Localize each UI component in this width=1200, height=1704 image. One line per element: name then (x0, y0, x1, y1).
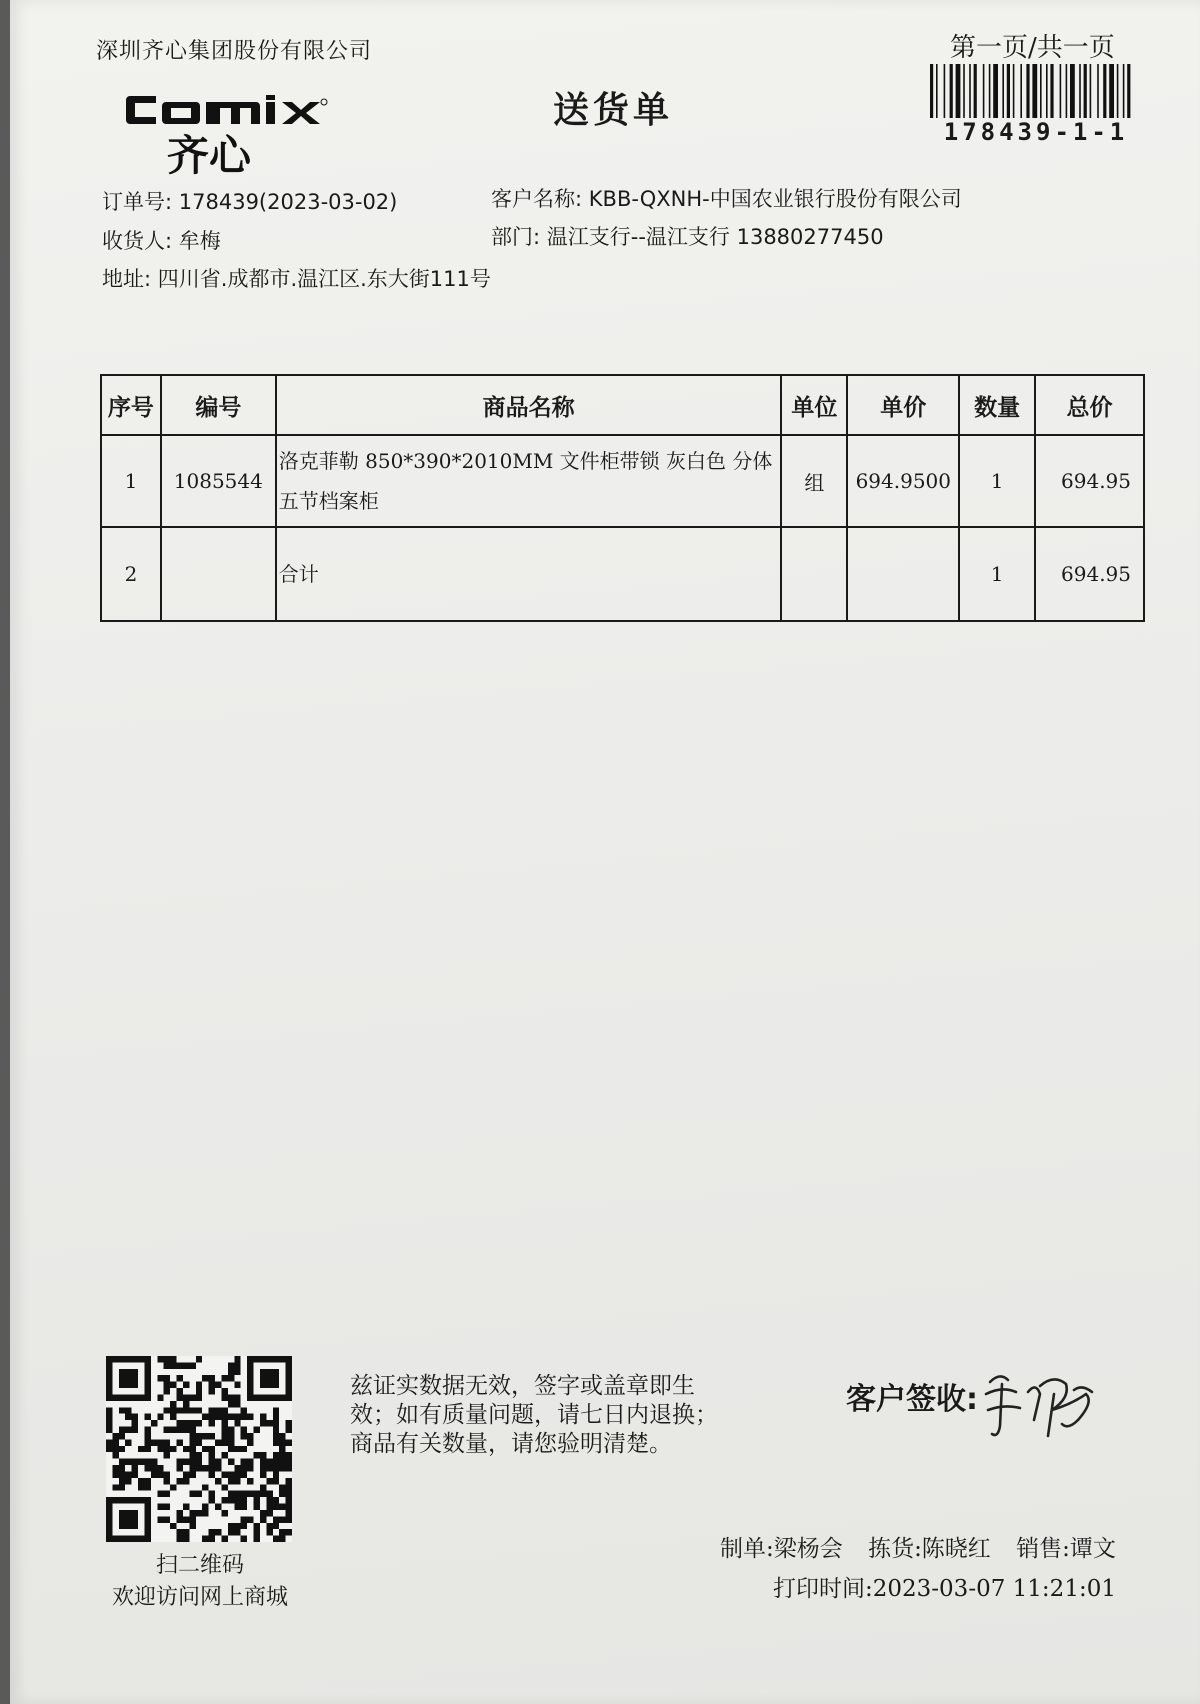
print-time: 打印时间:2023-03-07 11:21:01 (773, 1576, 1116, 1602)
cell-product-name: 合计 (276, 527, 782, 621)
barcode-image (930, 64, 1142, 118)
cell-code (161, 527, 276, 621)
receiver-label: 收货人: (102, 229, 173, 253)
notice-line: 商品有关数量，请您验明清楚。 (350, 1431, 672, 1457)
column-header-code: 编号 (161, 375, 276, 435)
comix-logo (126, 90, 356, 176)
column-header-name: 商品名称 (276, 375, 782, 435)
column-header-qty: 数量 (959, 375, 1035, 435)
picker-name: 拣货:陈晓红 (868, 1536, 991, 1562)
page-indicator: 第一页/共一页 (950, 33, 1115, 63)
order-value: 178439(2023-03-02) (178, 190, 398, 214)
customer-sign-label: 客户签收: (846, 1382, 978, 1417)
customer-value: KBB-QXNH-中国农业银行股份有限公司 (588, 187, 962, 211)
order-label: 订单号: (102, 190, 173, 214)
qr-code-placeholder[interactable] (106, 1356, 292, 1542)
company-name: 深圳齐心集团股份有限公司 (96, 39, 373, 64)
column-header-price: 单价 (847, 375, 959, 435)
table-row (101, 435, 1144, 527)
address-label: 地址: (102, 267, 152, 291)
qr-caption-scan: 扫二维码 (155, 1553, 244, 1578)
department (491, 221, 884, 251)
column-header-unit: 单位 (781, 375, 847, 435)
address-value: 四川省.成都市.温江区.东大街111号 (157, 267, 491, 291)
customer-label: 客户名称: (491, 187, 583, 211)
notice-line: 兹证实数据无效，签字或盖章即生 (350, 1373, 695, 1399)
receiver (102, 225, 221, 255)
cell-total: 694.95 (1035, 435, 1144, 527)
cell-unit: 组 (781, 435, 847, 527)
cell-price (847, 527, 959, 621)
cell-seq: 2 (101, 527, 161, 621)
delivery-note-paper (10, 0, 1200, 1704)
handwritten-signature (982, 1364, 1110, 1452)
logo-chinese-text: 齐心 (167, 131, 252, 176)
cell-qty: 1 (959, 435, 1035, 527)
table-row-subtotal (101, 527, 1144, 621)
table-header-row (101, 375, 1144, 435)
items-table (100, 374, 1145, 622)
staff-info (720, 1530, 1175, 1563)
cell-total: 694.95 (1035, 527, 1144, 621)
qr-caption-visit: 欢迎访问网上商城 (111, 1585, 288, 1610)
cell-qty: 1 (959, 527, 1035, 621)
column-header-seq: 序号 (101, 375, 161, 435)
sales-name: 销售:谭文 (1016, 1536, 1116, 1562)
department-value: 温江支行--温江支行 13880277450 (546, 225, 884, 249)
customer-name (491, 183, 962, 213)
notice-line: 效；如有质量问题，请七日内退换； (350, 1402, 718, 1428)
order-number (102, 186, 397, 216)
cell-unit (781, 527, 847, 621)
receiver-value: 牟梅 (178, 229, 221, 253)
column-header-total: 总价 (1035, 375, 1144, 435)
address (102, 263, 491, 293)
document-title: 送货单 (553, 90, 674, 131)
cell-product-name: 洛克菲勒 850*390*2010MM 文件柜带锁 灰白色 分体五节档案柜 (276, 435, 782, 527)
barcode-number: 178439-1-1 (943, 118, 1129, 146)
cell-price: 694.9500 (847, 435, 959, 527)
cell-code: 1085544 (161, 435, 276, 527)
notice-text (350, 1372, 770, 1459)
maker-name: 制单:梁杨会 (720, 1536, 843, 1562)
cell-seq: 1 (101, 435, 161, 527)
department-label: 部门: (491, 225, 541, 249)
